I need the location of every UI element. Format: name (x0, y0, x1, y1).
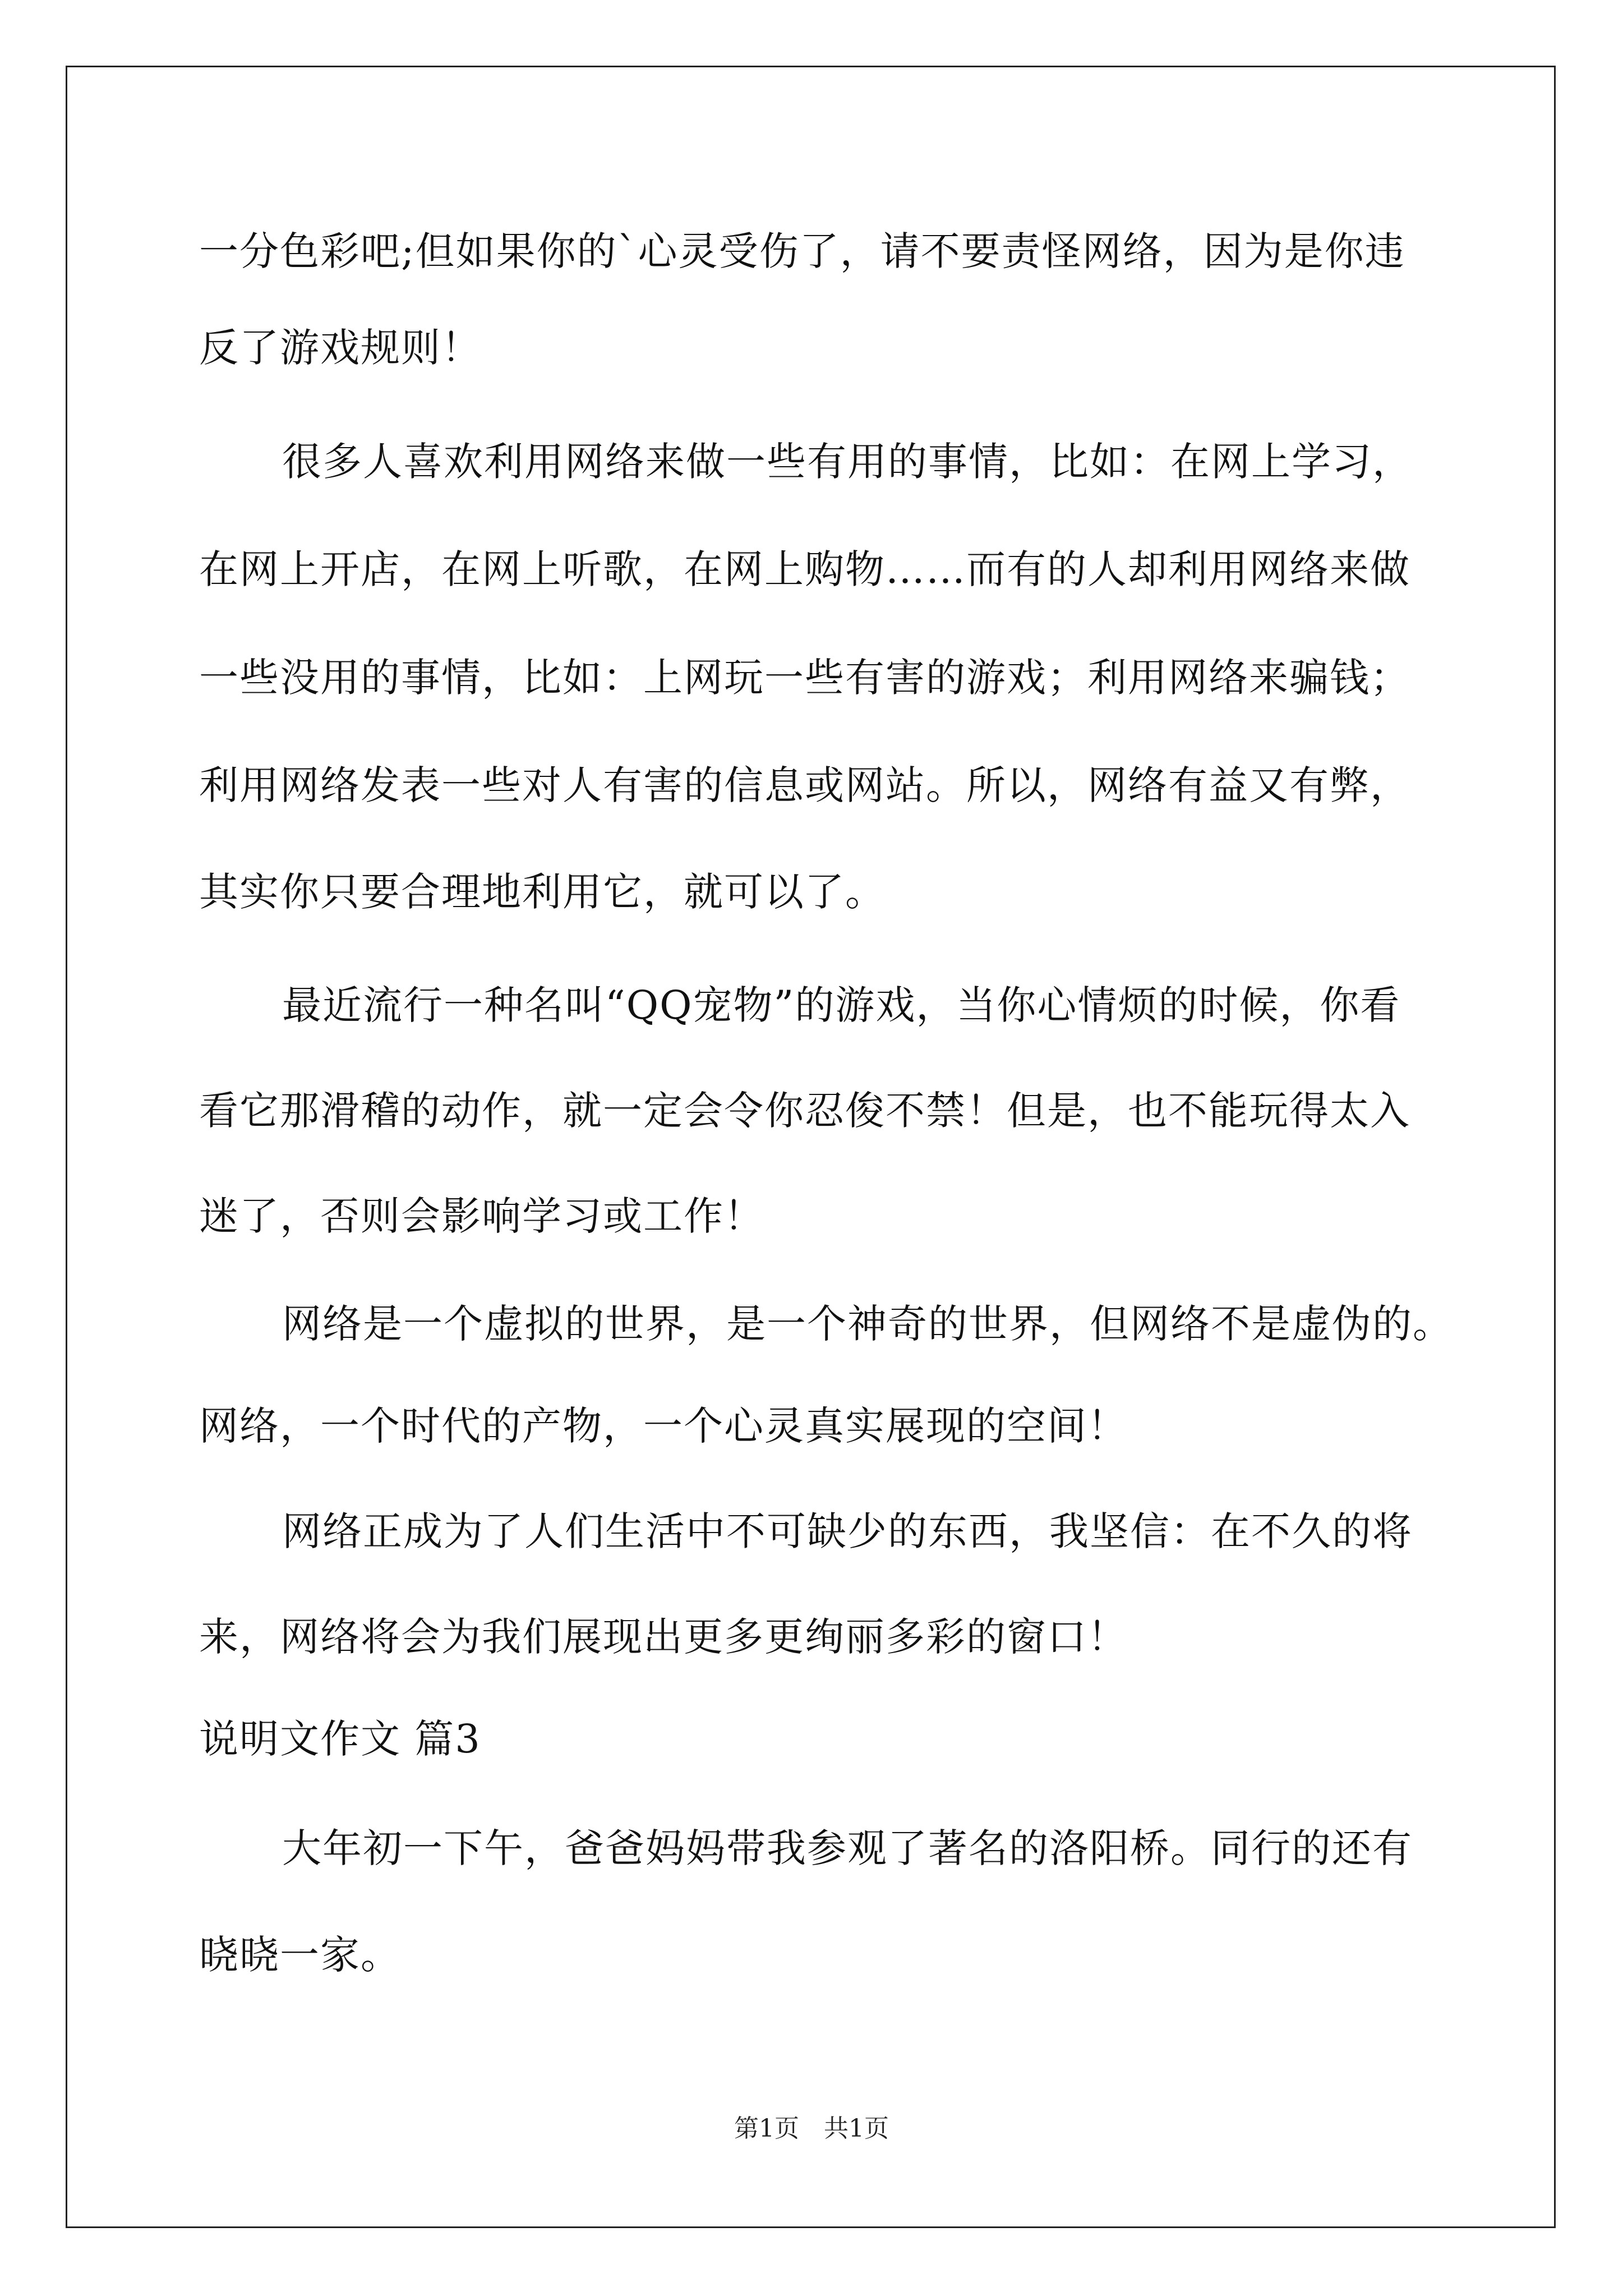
paragraph-start-line: 网络是一个虚拟的世界，是一个神奇的世界，但网络不是虚伪的。 (282, 1301, 1453, 1347)
text-line: 在网上开店，在网上听歌，在网上购物……而有的人却利用网络来做 (199, 546, 1410, 592)
text-line: 晓晓一家。 (199, 1932, 401, 1978)
text-line: 迷了，否则会影响学习或工作！ (199, 1193, 764, 1239)
text-line: 利用网络发表一些对人有害的信息或网站。所以，网络有益又有弊， (199, 762, 1410, 808)
page-border (66, 66, 1556, 2228)
text-line: 一分色彩吧;但如果你的`心灵受伤了，请不要责怪网络，因为是你违 (199, 228, 1405, 274)
section-heading: 说明文作文 篇3 (199, 1716, 481, 1762)
paragraph-start-line: 大年初一下午，爸爸妈妈带我参观了著名的洛阳桥。同行的还有 (282, 1825, 1413, 1871)
text-line: 一些没用的事情，比如：上网玩一些有害的游戏；利用网络来骗钱； (199, 655, 1410, 701)
page-footer: 第1页 共1页 (734, 2114, 889, 2143)
text-line: 来，网络将会为我们展现出更多更绚丽多彩的窗口！ (199, 1614, 1128, 1660)
text-line: 其实你只要合理地利用它，就可以了。 (199, 869, 886, 915)
paragraph-start-line: 最近流行一种名叫“QQ宠物”的游戏，当你心情烦的时候，你看 (282, 982, 1401, 1028)
paragraph-start-line: 很多人喜欢利用网络来做一些有用的事情，比如：在网上学习， (282, 439, 1413, 485)
text-line: 看它那滑稽的动作，就一定会令你忍俊不禁！但是，也不能玩得太入 (199, 1088, 1410, 1134)
paragraph-start-line: 网络正成为了人们生活中不可缺少的东西，我坚信：在不久的将 (282, 1508, 1413, 1554)
text-line: 网络，一个时代的产物，一个心灵真实展现的空间！ (199, 1403, 1128, 1449)
text-line: 反了游戏规则！ (199, 325, 482, 371)
